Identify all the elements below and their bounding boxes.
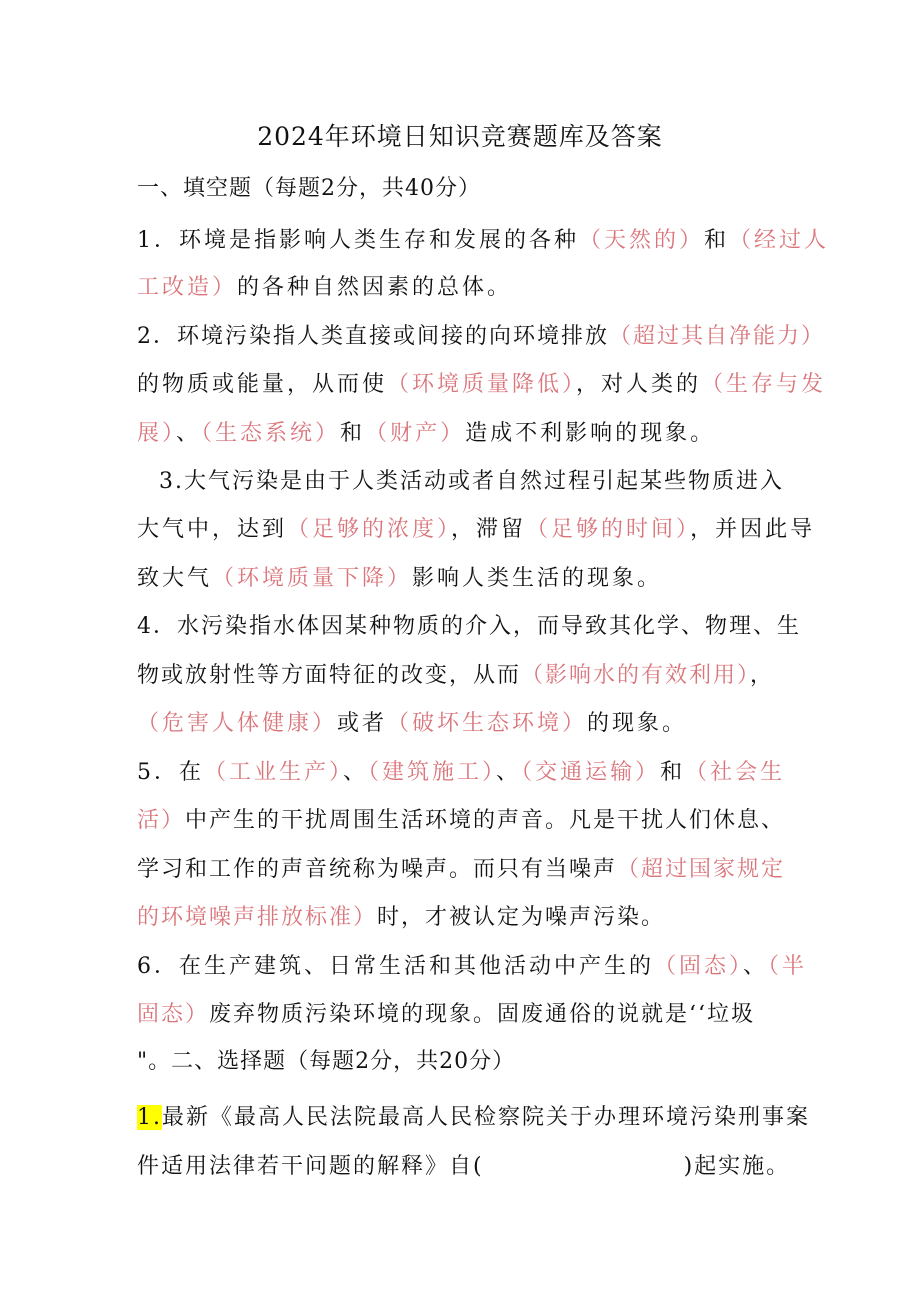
- mc-question-1-line-2: [137, 1152, 790, 1182]
- question-text: 最新《最高人民法院最高人民检察院关于办理环境污染刑事案: [162, 1105, 811, 1130]
- question-4-line-1: [137, 612, 801, 642]
- question-text: 4．水污染指水体因某种物质的介入，而导致其化学、物理、生: [137, 614, 801, 639]
- question-1-line-1: [137, 226, 829, 256]
- question-1-line-2: [137, 273, 512, 303]
- question-text: ，对人类的: [576, 372, 702, 397]
- question-text: ，: [750, 663, 775, 688]
- mc-question-1-line-1: [137, 1103, 810, 1133]
- question-text: 5．在: [137, 760, 204, 785]
- question-2-line-1: [137, 322, 825, 352]
- answer-text: （破坏生态环境）: [387, 711, 588, 736]
- answer-text: 活）: [137, 808, 186, 833]
- question-text: 影响人类生活的现象。: [412, 566, 663, 591]
- question-text: 、: [496, 760, 522, 785]
- question-text: 、: [743, 954, 769, 979]
- question-text: 的现象。: [587, 711, 688, 736]
- question-text: 和: [704, 228, 730, 253]
- question-5-line-2: [137, 806, 785, 836]
- answer-text: （社会生: [685, 760, 786, 785]
- question-text: 大气中，达到: [137, 517, 288, 542]
- question-text: 时，才被认定为噪声污染。: [377, 905, 666, 930]
- answer-text: （超过其自净能力）: [609, 324, 826, 349]
- answer-text: （足够的浓度）: [287, 517, 452, 542]
- question-text: 或者: [337, 711, 388, 736]
- question-6-line-2: [137, 1000, 755, 1030]
- question-text: 和: [340, 421, 366, 446]
- answer-text: （足够的时间）: [526, 517, 691, 542]
- answer-text: （交通运输）: [521, 760, 661, 785]
- question-3-line-3: [137, 564, 662, 594]
- answer-text: （经过人: [729, 228, 830, 253]
- question-text: 和: [660, 760, 686, 785]
- question-text: 1．环境是指影响人类生存和发展的各种: [137, 228, 579, 253]
- question-4-line-2: [137, 661, 774, 691]
- answer-text: （影响水的有效利用）: [521, 663, 751, 688]
- question-text: )起实施。: [683, 1154, 791, 1179]
- answer-text: 固态）: [137, 1002, 210, 1027]
- question-text: ，滞留: [451, 517, 527, 542]
- question-6-line-1: [137, 952, 807, 982]
- answer-text: （环境质量降低）: [387, 372, 577, 397]
- question-text: 6．在生产建筑、日常生活和其他活动中产生的: [137, 954, 654, 979]
- question-text: 件适用法律若干问题的解释》自(: [137, 1154, 484, 1179]
- question-text: 的各种自然因素的总体。: [237, 275, 513, 300]
- question-text: 造成不利影响的现象。: [465, 421, 716, 446]
- answer-text: （建筑施工）: [368, 760, 497, 785]
- question-2-line-3: [137, 419, 715, 449]
- answer-text: 的环境噪声排放标准）: [137, 905, 378, 930]
- answer-text: （天然的）: [579, 228, 705, 253]
- answer-text: 展）: [137, 421, 177, 446]
- question-3-line-1: [159, 467, 784, 497]
- answer-text: （生态系统）: [201, 421, 341, 446]
- answer-text: （固态）: [654, 954, 744, 979]
- question-text: "。二、选择题（每题2分，共20分）: [137, 1049, 516, 1074]
- page-title: 2024年环境日知识竞赛题库及答案: [257, 122, 663, 151]
- answer-text: （财产）: [365, 421, 466, 446]
- question-5-line-3: [137, 855, 785, 885]
- question-text: 致大气: [137, 566, 213, 591]
- answer-text: （半: [768, 954, 808, 979]
- question-2-line-2: [137, 370, 826, 400]
- question-number-highlight: 1.: [137, 1105, 162, 1130]
- question-text: 学习和工作的声音统称为噪声。而只有当噪声: [137, 857, 618, 882]
- question-5-line-1: [137, 758, 785, 788]
- question-text: ，并因此导: [690, 517, 816, 542]
- question-text: 、: [176, 421, 202, 446]
- question-4-line-3: [137, 709, 687, 739]
- section-heading-multiple-choice: [137, 1047, 515, 1077]
- answer-text: （工业生产）: [204, 760, 344, 785]
- answer-text: （生存与发: [701, 372, 827, 397]
- question-text: 废弃物质污染环境的现象。固废通俗的说就是‘‘垃圾: [209, 1002, 756, 1027]
- question-text: 、: [343, 760, 369, 785]
- question-text: 中产生的干扰周围生活环境的声音。凡是干扰人们休息、: [185, 808, 786, 833]
- question-text: 的物质或能量，从而使: [137, 372, 388, 397]
- question-5-line-4: [137, 903, 665, 933]
- answer-text: 工改造）: [137, 275, 238, 300]
- answer-text: （危害人体健康）: [137, 711, 338, 736]
- question-text: 物或放射性等方面特征的改变，从而: [137, 663, 522, 688]
- question-text: 2．环境污染指人类直接或间接的向环境排放: [137, 324, 609, 349]
- section-heading-fill-blank: 一、填空题（每题2分，共40分）: [137, 176, 481, 201]
- question-text: 3.大气污染是由于人类活动或者自然过程引起某些物质进入: [159, 469, 784, 494]
- question-3-line-2: [137, 515, 815, 545]
- answer-text: （环境质量下降）: [212, 566, 413, 591]
- answer-text: （超过国家规定: [617, 857, 786, 882]
